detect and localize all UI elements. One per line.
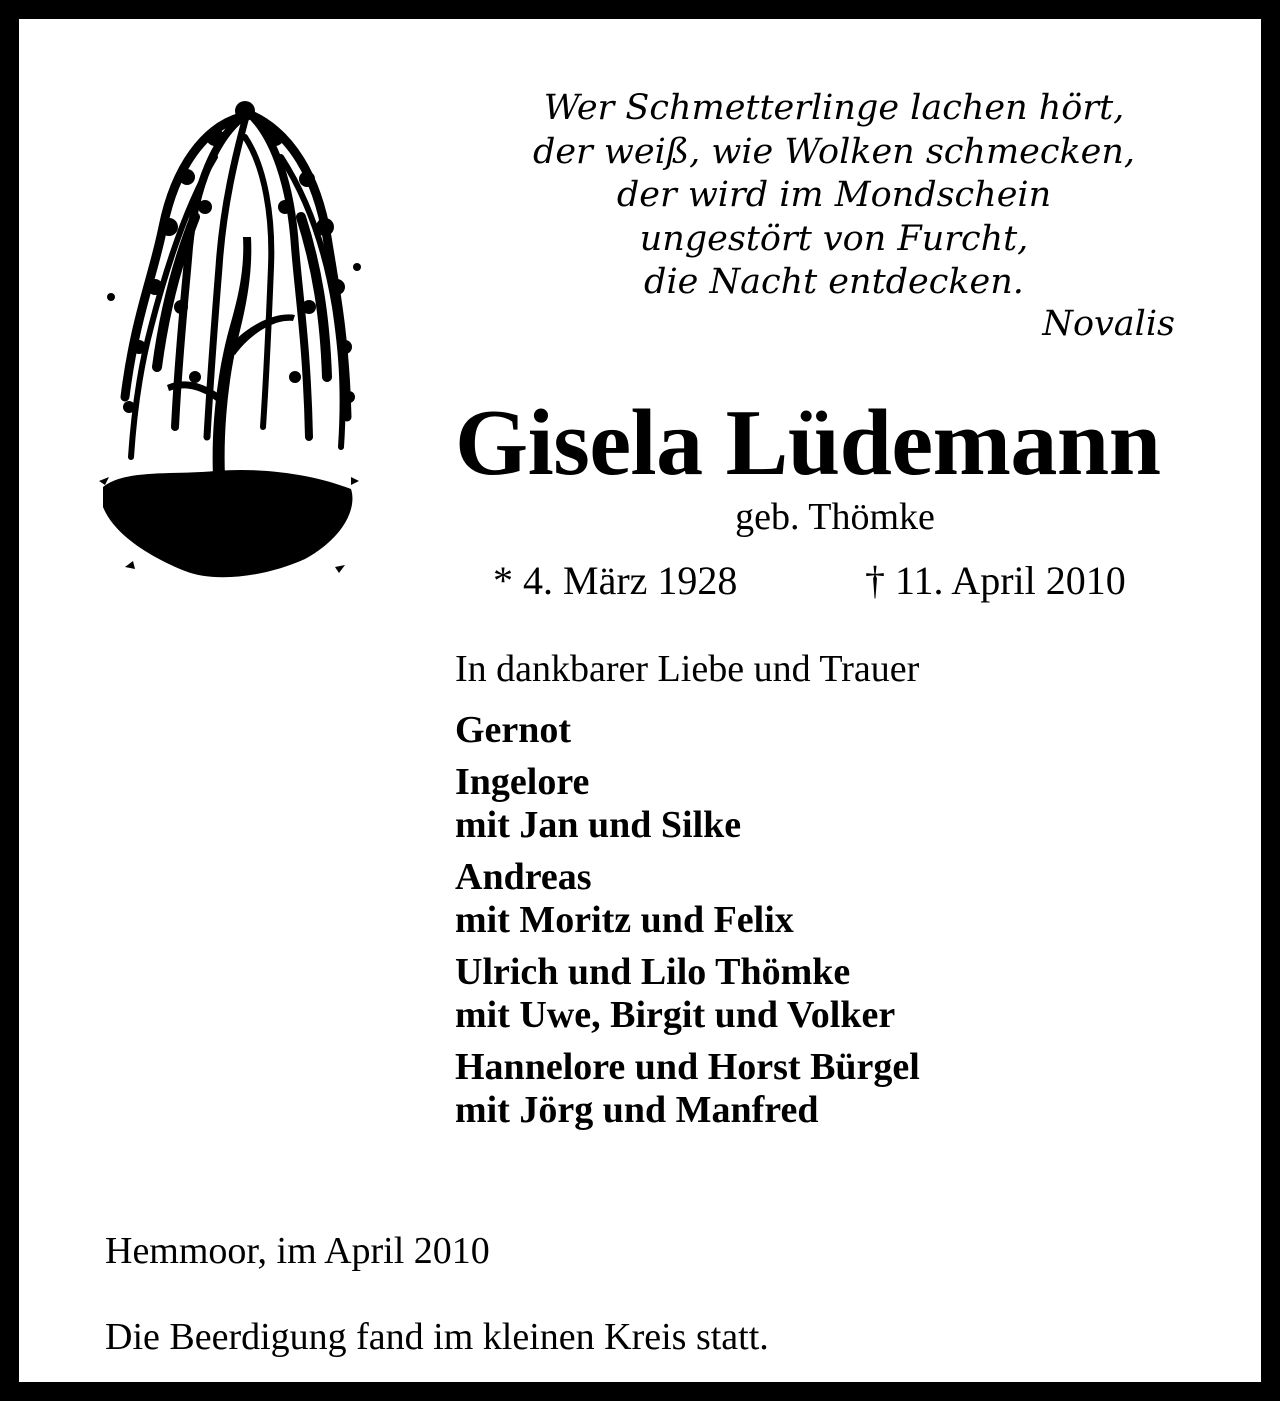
mourner-line: mit Moritz und Felix: [455, 899, 794, 941]
mourning-intro: In dankbarer Liebe und Trauer: [455, 648, 920, 690]
mourner-group: [455, 709, 1215, 752]
mourners-list: [455, 709, 1215, 1141]
poem-line: der weiß, wie Wolken schmecken,: [532, 131, 1136, 172]
birth-date: * 4. März 1928: [493, 558, 738, 603]
mourner-line: mit Jan und Silke: [455, 804, 742, 846]
mourner-line: mit Uwe, Birgit und Volker: [455, 994, 896, 1036]
mourner-group: [455, 856, 1215, 942]
maiden-name: geb. Thömke: [735, 496, 935, 538]
poem-line: ungestört von Furcht,: [639, 218, 1029, 259]
funeral-note: Die Beerdigung fand im kleinen Kreis statt.: [105, 1316, 769, 1358]
mourner-line: Andreas: [455, 856, 592, 898]
mourner-line: mit Jörg und Manfred: [455, 1089, 819, 1131]
mourner-line: Gernot: [455, 709, 572, 751]
poem-author: Novalis: [1042, 304, 1175, 344]
mourner-group: [455, 761, 1215, 847]
place-date: Hemmoor, im April 2010: [105, 1230, 490, 1272]
deceased-name: Gisela Lüdemann: [455, 391, 1161, 495]
death-date: † 11. April 2010: [865, 558, 1126, 603]
poem-line: die Nacht entdecken.: [644, 262, 1024, 302]
poem-line: Wer Schmetterlinge lachen hört,: [543, 88, 1125, 128]
mourner-line: Ulrich und Lilo Thömke: [455, 951, 851, 993]
weeping-willow-icon: [95, 97, 363, 591]
poem: [449, 87, 1219, 305]
mourner-group: [455, 951, 1215, 1037]
mourner-line: Hannelore und Horst Bürgel: [455, 1046, 920, 1088]
mourner-line: Ingelore: [455, 761, 590, 803]
poem-line: der wird im Mondschein: [616, 175, 1052, 215]
mourner-group: [455, 1046, 1215, 1132]
